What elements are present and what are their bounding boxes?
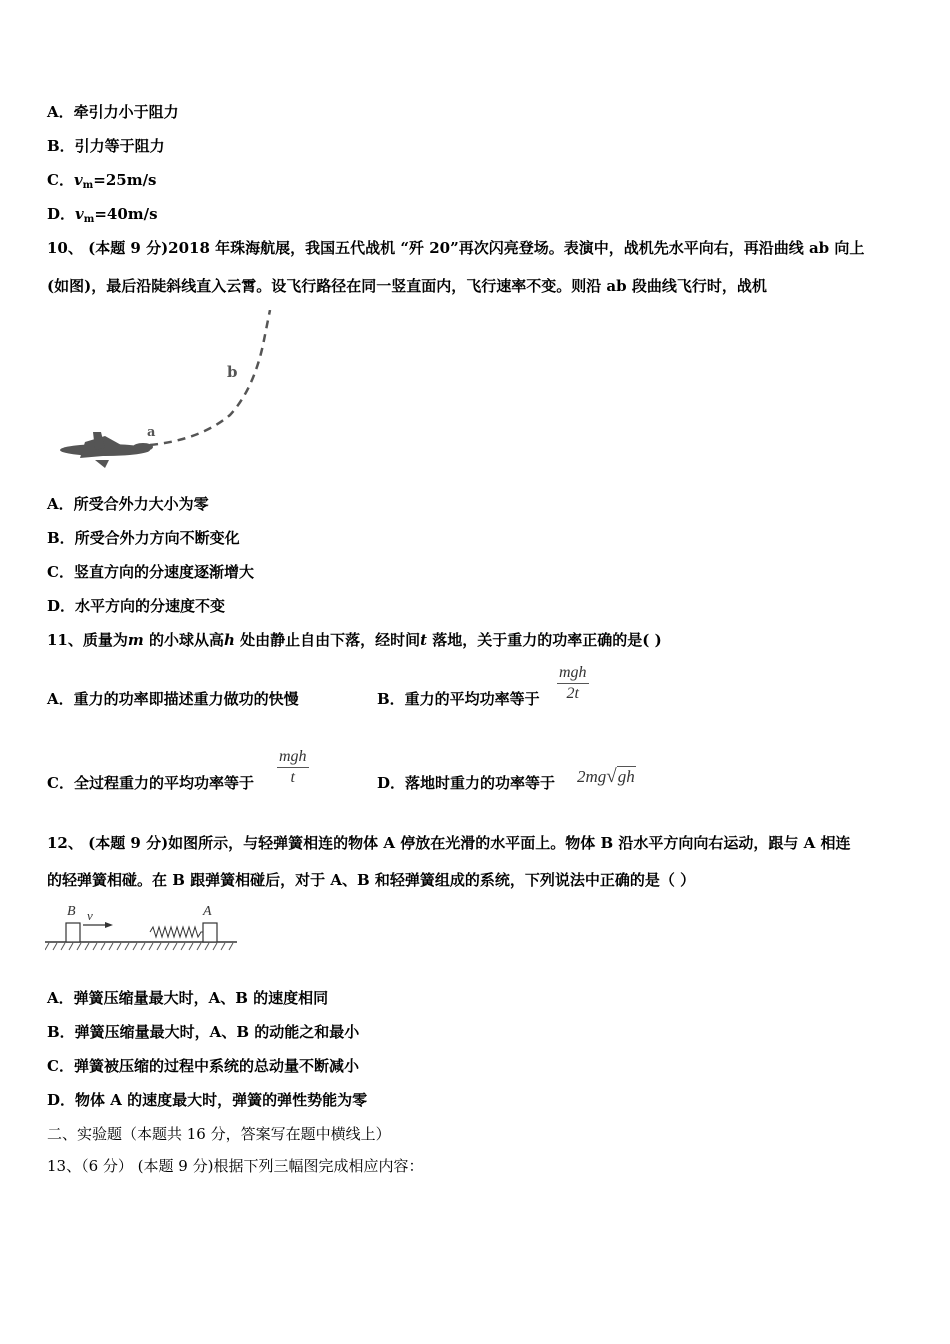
fighter-jet-trajectory-figure <box>55 310 285 475</box>
trajectory-dashed-curve <box>150 310 270 445</box>
spring-icon <box>150 927 203 937</box>
q11-option-b-numerator: mgh <box>559 664 587 681</box>
q11-option-b-fraction <box>557 664 589 703</box>
q11-option-d-formula <box>577 766 636 788</box>
q12-option-d: D．物体 A 的速度最大时，弹簧的弹性势能为零 <box>47 1091 368 1109</box>
q11-option-c-numerator: mgh <box>279 748 307 765</box>
block-b <box>66 923 80 942</box>
fraction-bar <box>557 683 589 684</box>
q11-option-d-coef: 2mg <box>577 767 607 786</box>
q11-option-c-fraction <box>277 748 309 787</box>
q11-option-b: B．重力的平均功率等于 <box>377 690 540 708</box>
q9-option-d-prefix: D． <box>47 205 76 223</box>
q11-stem <box>47 630 662 650</box>
q13-stem: 13、（6 分） (本题 9 分)根据下列三幅图完成相应内容： <box>47 1157 424 1175</box>
trajectory-label-a: a <box>147 425 156 440</box>
q10-stem-line1: 10、 (本题 9 分)2018 年珠海航展，我国五代战机 “歼 20”再次闪亮登场。表演中，战机先水平向右，再沿曲线 ab 向上 <box>47 239 865 257</box>
fighter-jet-icon <box>60 432 153 468</box>
q11-stem-p2: 的小球从高 <box>143 631 224 649</box>
q10-option-b: B．所受合外力方向不断变化 <box>47 529 240 547</box>
q11-var-m: m <box>127 631 144 649</box>
q12-option-a: A．弹簧压缩量最大时，A、B 的速度相同 <box>47 989 329 1007</box>
q9-option-d-sub: m <box>83 214 95 225</box>
q9-option-c <box>47 170 157 196</box>
q11-var-t: t <box>420 631 428 649</box>
q10-option-a: A．所受合外力大小为零 <box>47 495 209 513</box>
q9-option-c-prefix: C． <box>47 171 74 189</box>
trajectory-label-b: b <box>227 363 238 381</box>
q10-option-c: C．竖直方向的分速度逐渐增大 <box>47 563 254 581</box>
q11-option-a: A．重力的功率即描述重力做功的快慢 <box>47 690 299 708</box>
q11-option-b-denominator: 2t <box>566 685 579 702</box>
q11-option-c: C．全过程重力的平均功率等于 <box>47 774 254 792</box>
q9-option-d-val: =40m/s <box>94 205 158 223</box>
figure-label-v: v <box>87 908 93 923</box>
q11-option-c-denominator: t <box>290 769 295 786</box>
q9-option-b: B．引力等于阻力 <box>47 137 165 155</box>
q12-stem-line2: 的轻弹簧相碰。在 B 跟弹簧相碰后，对于 A、B 和轻弹簧组成的系统，下列说法中正确的是（ ） <box>47 871 696 889</box>
q9-option-c-sub: m <box>82 180 94 191</box>
q9-option-d-var: v <box>75 205 84 223</box>
q9-option-c-val: =25m/s <box>93 171 157 189</box>
q9-option-d <box>47 204 158 230</box>
q9-option-a: A．牵引力小于阻力 <box>47 103 179 121</box>
velocity-arrowhead <box>105 922 113 928</box>
sqrt-icon: √ <box>606 766 617 787</box>
q11-stem-p4: 落地，关于重力的功率正确的是( ) <box>427 631 662 649</box>
ground-hatching <box>45 943 233 950</box>
q11-option-d: D．落地时重力的功率等于 <box>377 774 556 792</box>
q10-option-d: D．水平方向的分速度不变 <box>47 597 226 615</box>
block-a <box>203 923 217 942</box>
q10-stem-line2: (如图)，最后沿陡斜线直入云霄。设飞行路径在同一竖直面内，飞行速率不变。则沿 ab 段曲线飞行时，战机 <box>47 277 767 295</box>
q12-option-b: B．弹簧压缩量最大时，A、B 的动能之和最小 <box>47 1023 360 1041</box>
spring-block-figure <box>45 900 240 956</box>
figure-label-a: A <box>203 904 212 919</box>
q12-option-c: C．弹簧被压缩的过程中系统的总动量不断减小 <box>47 1057 359 1075</box>
figure-label-b: B <box>67 904 76 919</box>
section2-title: 二、实验题（本题共 16 分，答案写在题中横线上） <box>47 1125 391 1143</box>
q11-option-d-radicand: gh <box>617 767 635 786</box>
q11-var-h: h <box>223 631 235 649</box>
fraction-bar <box>277 767 309 768</box>
q9-option-c-var: v <box>73 171 83 189</box>
q12-stem-line1: 12、 (本题 9 分)如图所示，与轻弹簧相连的物体 A 停放在光滑的水平面上。物体 B 沿水平方向向右运动，跟与 A 相连 <box>47 834 851 852</box>
q11-stem-p1: 11、质量为 <box>47 631 128 649</box>
q11-stem-p3: 处由静止自由下落，经时间 <box>234 631 421 649</box>
